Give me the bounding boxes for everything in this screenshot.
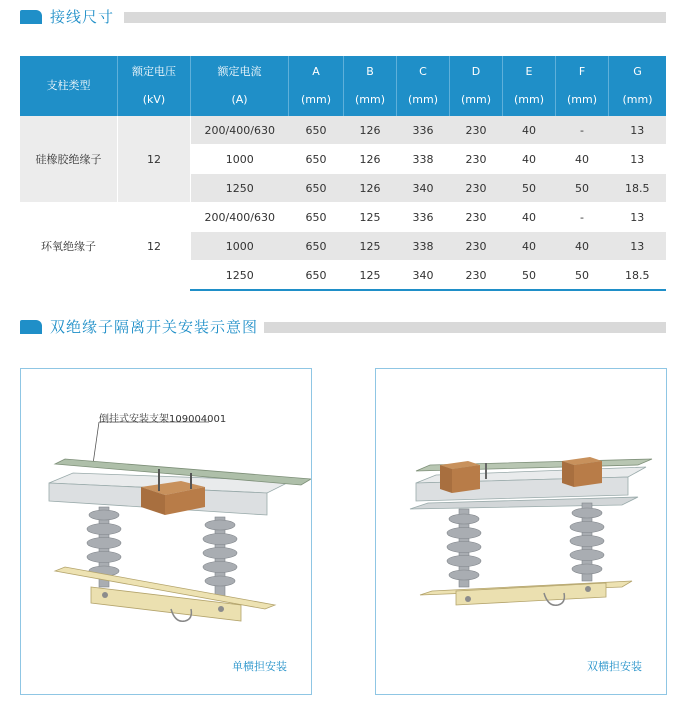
table-cell: - bbox=[556, 116, 609, 145]
table-cell: 13 bbox=[609, 145, 667, 174]
table-cell: 230 bbox=[450, 145, 503, 174]
figure-caption: 双横担安装 bbox=[587, 660, 642, 673]
table-cell: 336 bbox=[397, 203, 450, 232]
table-cell: 126 bbox=[344, 116, 397, 145]
table-cell: 230 bbox=[450, 116, 503, 145]
table-cell: 13 bbox=[609, 203, 667, 232]
table-cell: 40 bbox=[503, 116, 556, 145]
voltage-cell: 12 bbox=[118, 203, 191, 291]
table-cell: 336 bbox=[397, 116, 450, 145]
col-header: A (mm) bbox=[289, 56, 344, 116]
table-cell: 40 bbox=[556, 232, 609, 261]
table-cell: 650 bbox=[289, 145, 344, 174]
table-cell: 650 bbox=[289, 116, 344, 145]
table-cell: 40 bbox=[556, 145, 609, 174]
table-cell: 125 bbox=[344, 232, 397, 261]
switch-illustration bbox=[376, 369, 666, 694]
section-divider bbox=[264, 322, 666, 333]
table-row bbox=[20, 116, 666, 145]
table-cell: 1000 bbox=[191, 145, 289, 174]
table-cell: 13 bbox=[609, 116, 667, 145]
table-cell: 18.5 bbox=[609, 261, 667, 291]
col-header: 额定电压 (kV) bbox=[118, 56, 191, 116]
col-header: G (mm) bbox=[609, 56, 667, 116]
figure-double-crossarm bbox=[375, 368, 667, 695]
table-cell: - bbox=[556, 203, 609, 232]
table-cell: 650 bbox=[289, 174, 344, 203]
table-cell: 50 bbox=[503, 174, 556, 203]
table-cell: 338 bbox=[397, 232, 450, 261]
figure-caption: 单横担安装 bbox=[232, 660, 287, 673]
section-divider bbox=[124, 12, 666, 23]
insulator-type-cell: 硅橡胶绝缘子 bbox=[20, 116, 118, 203]
col-header: F (mm) bbox=[556, 56, 609, 116]
table-cell: 126 bbox=[344, 174, 397, 203]
voltage-cell: 12 bbox=[118, 116, 191, 203]
table-cell: 1250 bbox=[191, 174, 289, 203]
table-cell: 200/400/630 bbox=[191, 116, 289, 145]
table-cell: 340 bbox=[397, 174, 450, 203]
insulator-type-cell: 环氧绝缘子 bbox=[20, 203, 118, 291]
section-title: 接线尺寸 bbox=[50, 8, 115, 26]
table-cell: 230 bbox=[450, 261, 503, 291]
table-cell: 650 bbox=[289, 261, 344, 291]
section-tab-icon bbox=[20, 320, 42, 334]
table-cell: 125 bbox=[344, 203, 397, 232]
col-header: 额定电流 (A) bbox=[191, 56, 289, 116]
table-cell: 40 bbox=[503, 203, 556, 232]
col-header: C (mm) bbox=[397, 56, 450, 116]
table-cell: 338 bbox=[397, 145, 450, 174]
table-cell: 40 bbox=[503, 232, 556, 261]
section-tab-icon bbox=[20, 10, 42, 24]
table-cell: 230 bbox=[450, 174, 503, 203]
section-header-wiring bbox=[20, 6, 666, 28]
col-header: D (mm) bbox=[450, 56, 503, 116]
dimensions-table bbox=[20, 56, 666, 291]
bracket-callout-label: 倒挂式安装支架109004001 bbox=[99, 414, 227, 425]
table-header-row bbox=[20, 56, 666, 116]
table-cell: 50 bbox=[556, 261, 609, 291]
table-cell: 125 bbox=[344, 261, 397, 291]
table-cell: 340 bbox=[397, 261, 450, 291]
col-header: E (mm) bbox=[503, 56, 556, 116]
table-cell: 126 bbox=[344, 145, 397, 174]
table-cell: 650 bbox=[289, 203, 344, 232]
table-cell: 18.5 bbox=[609, 174, 667, 203]
section-header-install bbox=[20, 316, 666, 338]
figure-single-crossarm bbox=[20, 368, 312, 695]
table-cell: 13 bbox=[609, 232, 667, 261]
table-cell: 650 bbox=[289, 232, 344, 261]
table-cell: 50 bbox=[503, 261, 556, 291]
section-title: 双绝缘子隔离开关安装示意图 bbox=[50, 318, 259, 336]
table-row bbox=[20, 203, 666, 232]
col-header: 支柱类型 bbox=[20, 56, 118, 116]
table-cell: 200/400/630 bbox=[191, 203, 289, 232]
table-cell: 1000 bbox=[191, 232, 289, 261]
col-header: B (mm) bbox=[344, 56, 397, 116]
table-cell: 40 bbox=[503, 145, 556, 174]
table-cell: 1250 bbox=[191, 261, 289, 291]
table-cell: 50 bbox=[556, 174, 609, 203]
table-cell: 230 bbox=[450, 232, 503, 261]
table-cell: 230 bbox=[450, 203, 503, 232]
